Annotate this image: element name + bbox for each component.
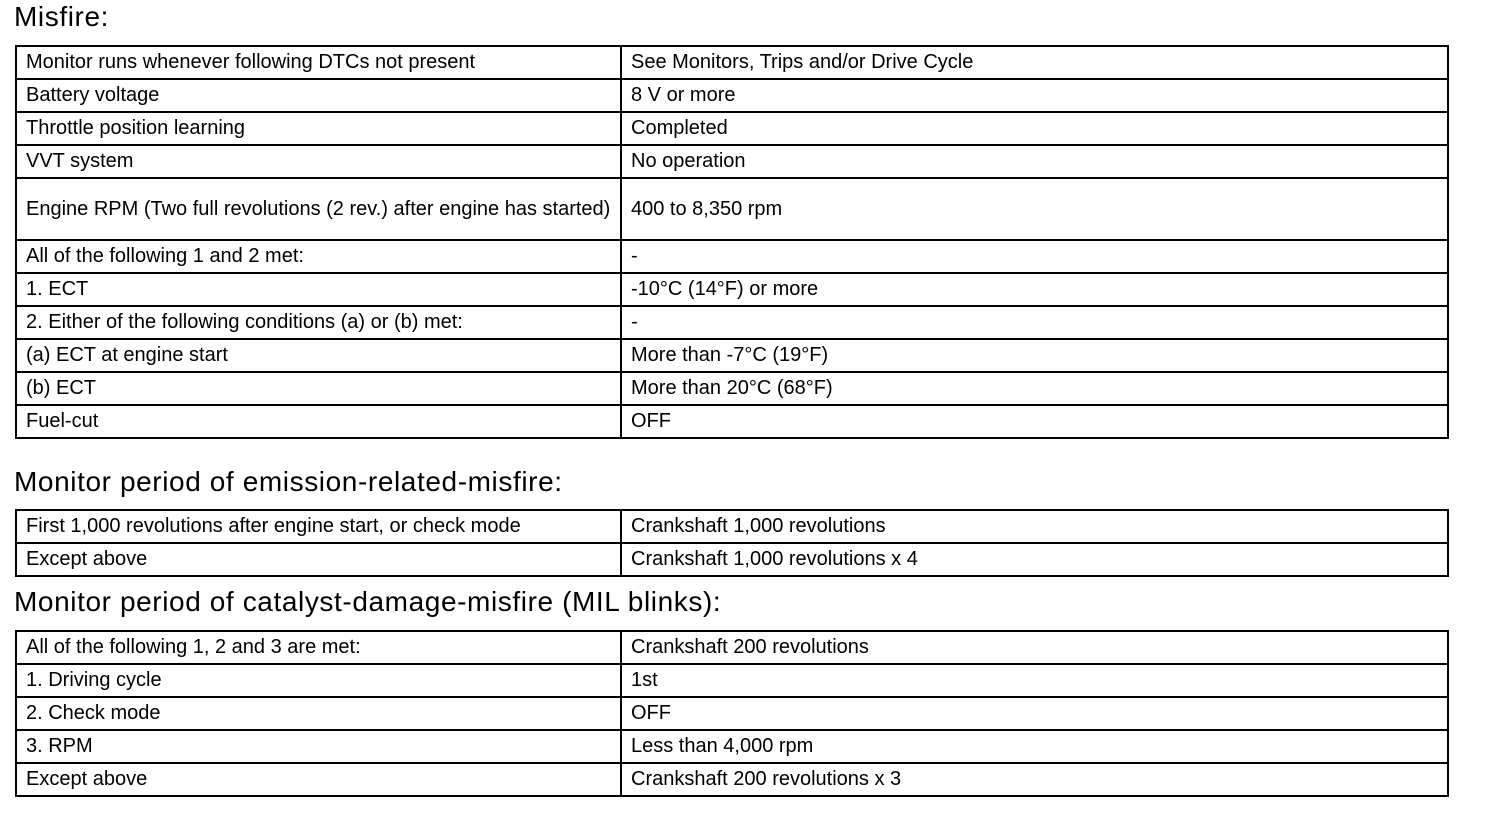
section-title-misfire: Misfire: xyxy=(14,1,110,32)
emission-misfire-period-table xyxy=(15,509,1449,577)
value-cell: - xyxy=(621,306,1448,339)
value-cell: OFF xyxy=(621,697,1448,730)
value-cell: Crankshaft 200 revolutions x 3 xyxy=(621,763,1448,796)
condition-cell: Engine RPM (Two full revolutions (2 rev.) after engine has started) xyxy=(16,178,621,240)
value-cell: Completed xyxy=(621,112,1448,145)
condition-cell: 1. ECT xyxy=(16,273,621,306)
table-row xyxy=(16,306,1448,339)
table-row xyxy=(16,79,1448,112)
condition-cell: First 1,000 revolutions after engine start, or check mode xyxy=(16,510,621,543)
table-row xyxy=(16,112,1448,145)
table-row xyxy=(16,145,1448,178)
table-row xyxy=(16,273,1448,306)
condition-cell: 2. Either of the following conditions (a) or (b) met: xyxy=(16,306,621,339)
value-cell: Crankshaft 1,000 revolutions x 4 xyxy=(621,543,1448,576)
condition-cell: 2. Check mode xyxy=(16,697,621,730)
value-cell: OFF xyxy=(621,405,1448,438)
table-row xyxy=(16,510,1448,543)
condition-cell: All of the following 1 and 2 met: xyxy=(16,240,621,273)
table-row xyxy=(16,372,1448,405)
value-cell: Crankshaft 1,000 revolutions xyxy=(621,510,1448,543)
condition-cell: VVT system xyxy=(16,145,621,178)
value-cell: More than 20°C (68°F) xyxy=(621,372,1448,405)
catalyst-misfire-period-table xyxy=(15,630,1449,797)
table-row xyxy=(16,240,1448,273)
condition-cell: (b) ECT xyxy=(16,372,621,405)
condition-cell: Except above xyxy=(16,543,621,576)
value-cell: 8 V or more xyxy=(621,79,1448,112)
value-cell: 1st xyxy=(621,664,1448,697)
condition-cell: (a) ECT at engine start xyxy=(16,339,621,372)
value-cell: No operation xyxy=(621,145,1448,178)
value-cell: - xyxy=(621,240,1448,273)
table-row xyxy=(16,763,1448,796)
table-row xyxy=(16,664,1448,697)
table-row xyxy=(16,405,1448,438)
condition-cell: Throttle position learning xyxy=(16,112,621,145)
table-row xyxy=(16,631,1448,664)
condition-cell: 3. RPM xyxy=(16,730,621,763)
condition-cell: 1. Driving cycle xyxy=(16,664,621,697)
table-row xyxy=(16,178,1448,240)
value-cell: More than -7°C (19°F) xyxy=(621,339,1448,372)
table-row xyxy=(16,46,1448,79)
table-row xyxy=(16,730,1448,763)
condition-cell: Fuel-cut xyxy=(16,405,621,438)
table-row xyxy=(16,697,1448,730)
section-title-emission-misfire: Monitor period of emission-related-misfire: xyxy=(14,466,563,497)
value-cell: See Monitors, Trips and/or Drive Cycle xyxy=(621,46,1448,79)
condition-cell: All of the following 1, 2 and 3 are met: xyxy=(16,631,621,664)
value-cell: Less than 4,000 rpm xyxy=(621,730,1448,763)
section-title-catalyst-misfire: Monitor period of catalyst-damage-misfire (MIL blinks): xyxy=(14,586,722,617)
condition-cell: Except above xyxy=(16,763,621,796)
value-cell: Crankshaft 200 revolutions xyxy=(621,631,1448,664)
table-row xyxy=(16,543,1448,576)
table-row xyxy=(16,339,1448,372)
value-cell: -10°C (14°F) or more xyxy=(621,273,1448,306)
misfire-conditions-table xyxy=(15,45,1449,439)
value-cell: 400 to 8,350 rpm xyxy=(621,178,1448,240)
condition-cell: Battery voltage xyxy=(16,79,621,112)
condition-cell: Monitor runs whenever following DTCs not present xyxy=(16,46,621,79)
